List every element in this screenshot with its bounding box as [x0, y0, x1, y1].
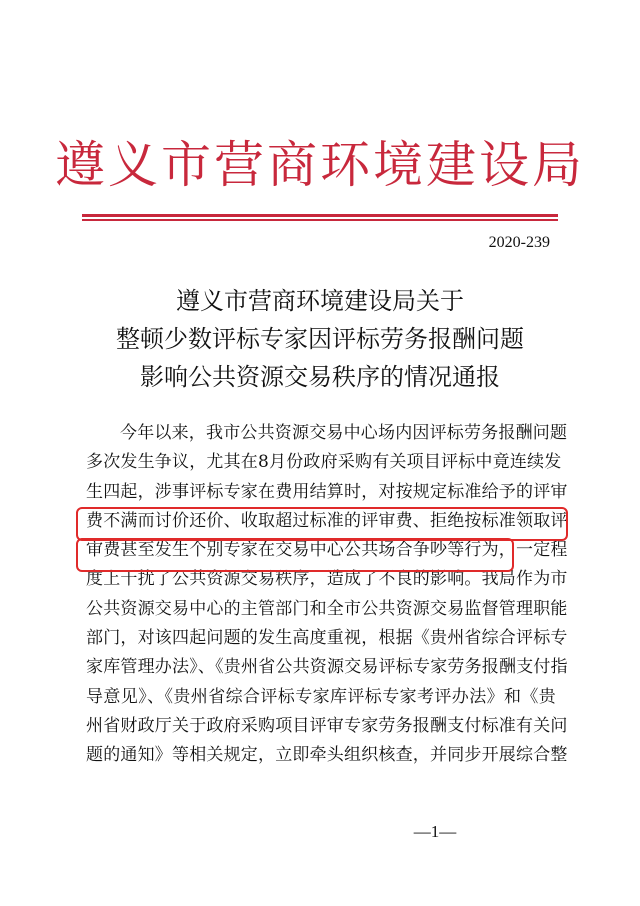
masthead-rule-thin	[82, 219, 558, 221]
body-line: 部门，对该四起问题的发生高度重视，根据《贵州省综合评标专	[86, 628, 568, 649]
body-line-highlighted: 审费甚至发生个别专家在交易中心公共场合争吵等行为，一定程	[86, 540, 568, 561]
document-number: 2020-239	[488, 234, 550, 251]
body-line: 题的通知》等相关规定，立即牵头组织核查，并同步开展综合整	[86, 745, 568, 766]
body-line-highlighted: 费不满而讨价还价、收取超过标准的评审费、拒绝按标准领取评	[86, 510, 568, 531]
body-line: 度上干扰了公共资源交易秩序，造成了不良的影响。我局作为市	[86, 569, 568, 590]
body-line: 家库管理办法》、《贵州省公共资源交易评标专家劳务报酬支付指	[86, 657, 568, 678]
masthead-title: 遵义市营商环境建设局	[55, 136, 585, 194]
body-line: 多次发生争议，尤其在8月份政府采购有关项目评标中竟连续发	[86, 452, 562, 473]
document-title	[0, 282, 640, 396]
body-text	[86, 419, 568, 771]
body-line: 导意见》、《贵州省综合评标专家库评标专家考评办法》和《贵	[86, 686, 556, 707]
body-line: 公共资源交易中心的主管部门和全市公共资源交易监督管理职能	[86, 598, 568, 619]
title-line: 遵义市营商环境建设局关于	[176, 287, 464, 315]
page-number: —1—	[413, 822, 457, 841]
body-line: 州省财政厅关于政府采购项目评审专家劳务报酬支付标准有关问	[86, 715, 568, 736]
title-line: 影响公共资源交易秩序的情况通报	[140, 363, 500, 391]
body-line: 今年以来，我市公共资源交易中心场内因评标劳务报酬问题	[120, 423, 568, 443]
body-line: 生四起，涉事评标专家在费用结算时，对按规定标准给予的评审	[86, 481, 568, 502]
masthead-rule-thick	[82, 214, 558, 217]
title-line: 整顿少数评标专家因评标劳务报酬问题	[116, 325, 524, 353]
